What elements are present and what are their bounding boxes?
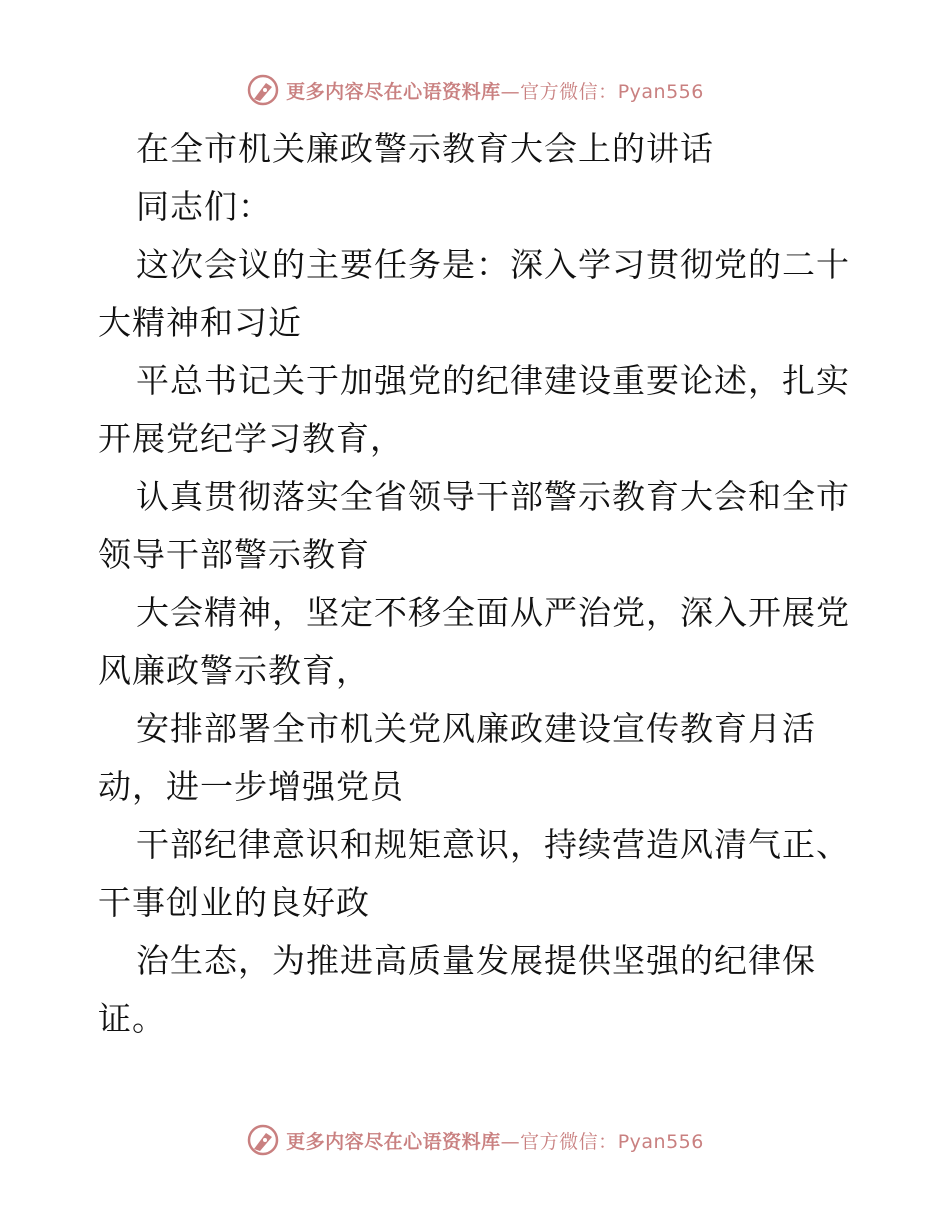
document-body: [98, 120, 858, 1048]
paragraph-line: 干事创业的良好政: [98, 883, 370, 922]
paragraph-line: 平总书记关于加强党的纪律建设重要论述，扎实: [136, 361, 850, 400]
paragraph-line: 风廉政警示教育，: [98, 651, 370, 690]
paragraph-line: 治生态，为推进高质量发展提供坚强的纪律保: [136, 941, 816, 980]
salutation: 同志们：: [136, 187, 272, 226]
paragraph-line: 大精神和习近: [98, 303, 302, 342]
paragraph-line: 大会精神，坚定不移全面从严治党，深入开展党: [136, 593, 850, 632]
footer-watermark-banner: [0, 1120, 950, 1160]
watermark-official-label: 官方微信：: [520, 1130, 618, 1153]
paragraph-line: 开展党纪学习教育，: [98, 419, 404, 458]
watermark-wechat-id: Pyan556: [617, 80, 704, 103]
paragraph-line: 这次会议的主要任务是：深入学习贯彻党的二十: [136, 245, 850, 284]
paragraph-line: 领导干部警示教育: [98, 535, 370, 574]
document-title: 在全市机关廉政警示教育大会上的讲话: [136, 129, 714, 168]
paragraph-line: 干部纪律意识和规矩意识，持续营造风清气正、: [136, 825, 850, 864]
watermark-text: [286, 77, 704, 104]
watermark-site-name: 更多内容尽在心语资料库: [286, 1130, 501, 1153]
watermark-site-name: 更多内容尽在心语资料库: [286, 80, 501, 103]
pen-nib-logo-icon: [246, 1123, 280, 1157]
watermark-official-label: 官方微信：: [520, 80, 618, 103]
header-watermark-banner: [0, 70, 950, 110]
watermark-dash: —: [500, 1130, 521, 1153]
watermark-wechat-id: Pyan556: [617, 1130, 704, 1153]
paragraph-line: 证。: [98, 999, 166, 1038]
watermark-dash: —: [500, 80, 521, 103]
pen-nib-logo-icon: [246, 73, 280, 107]
paragraph-line: 认真贯彻落实全省领导干部警示教育大会和全市: [136, 477, 850, 516]
paragraph-line: 动，进一步增强党员: [98, 767, 404, 806]
paragraph-line: 安排部署全市机关党风廉政建设宣传教育月活: [136, 709, 816, 748]
watermark-text: [286, 1127, 704, 1154]
